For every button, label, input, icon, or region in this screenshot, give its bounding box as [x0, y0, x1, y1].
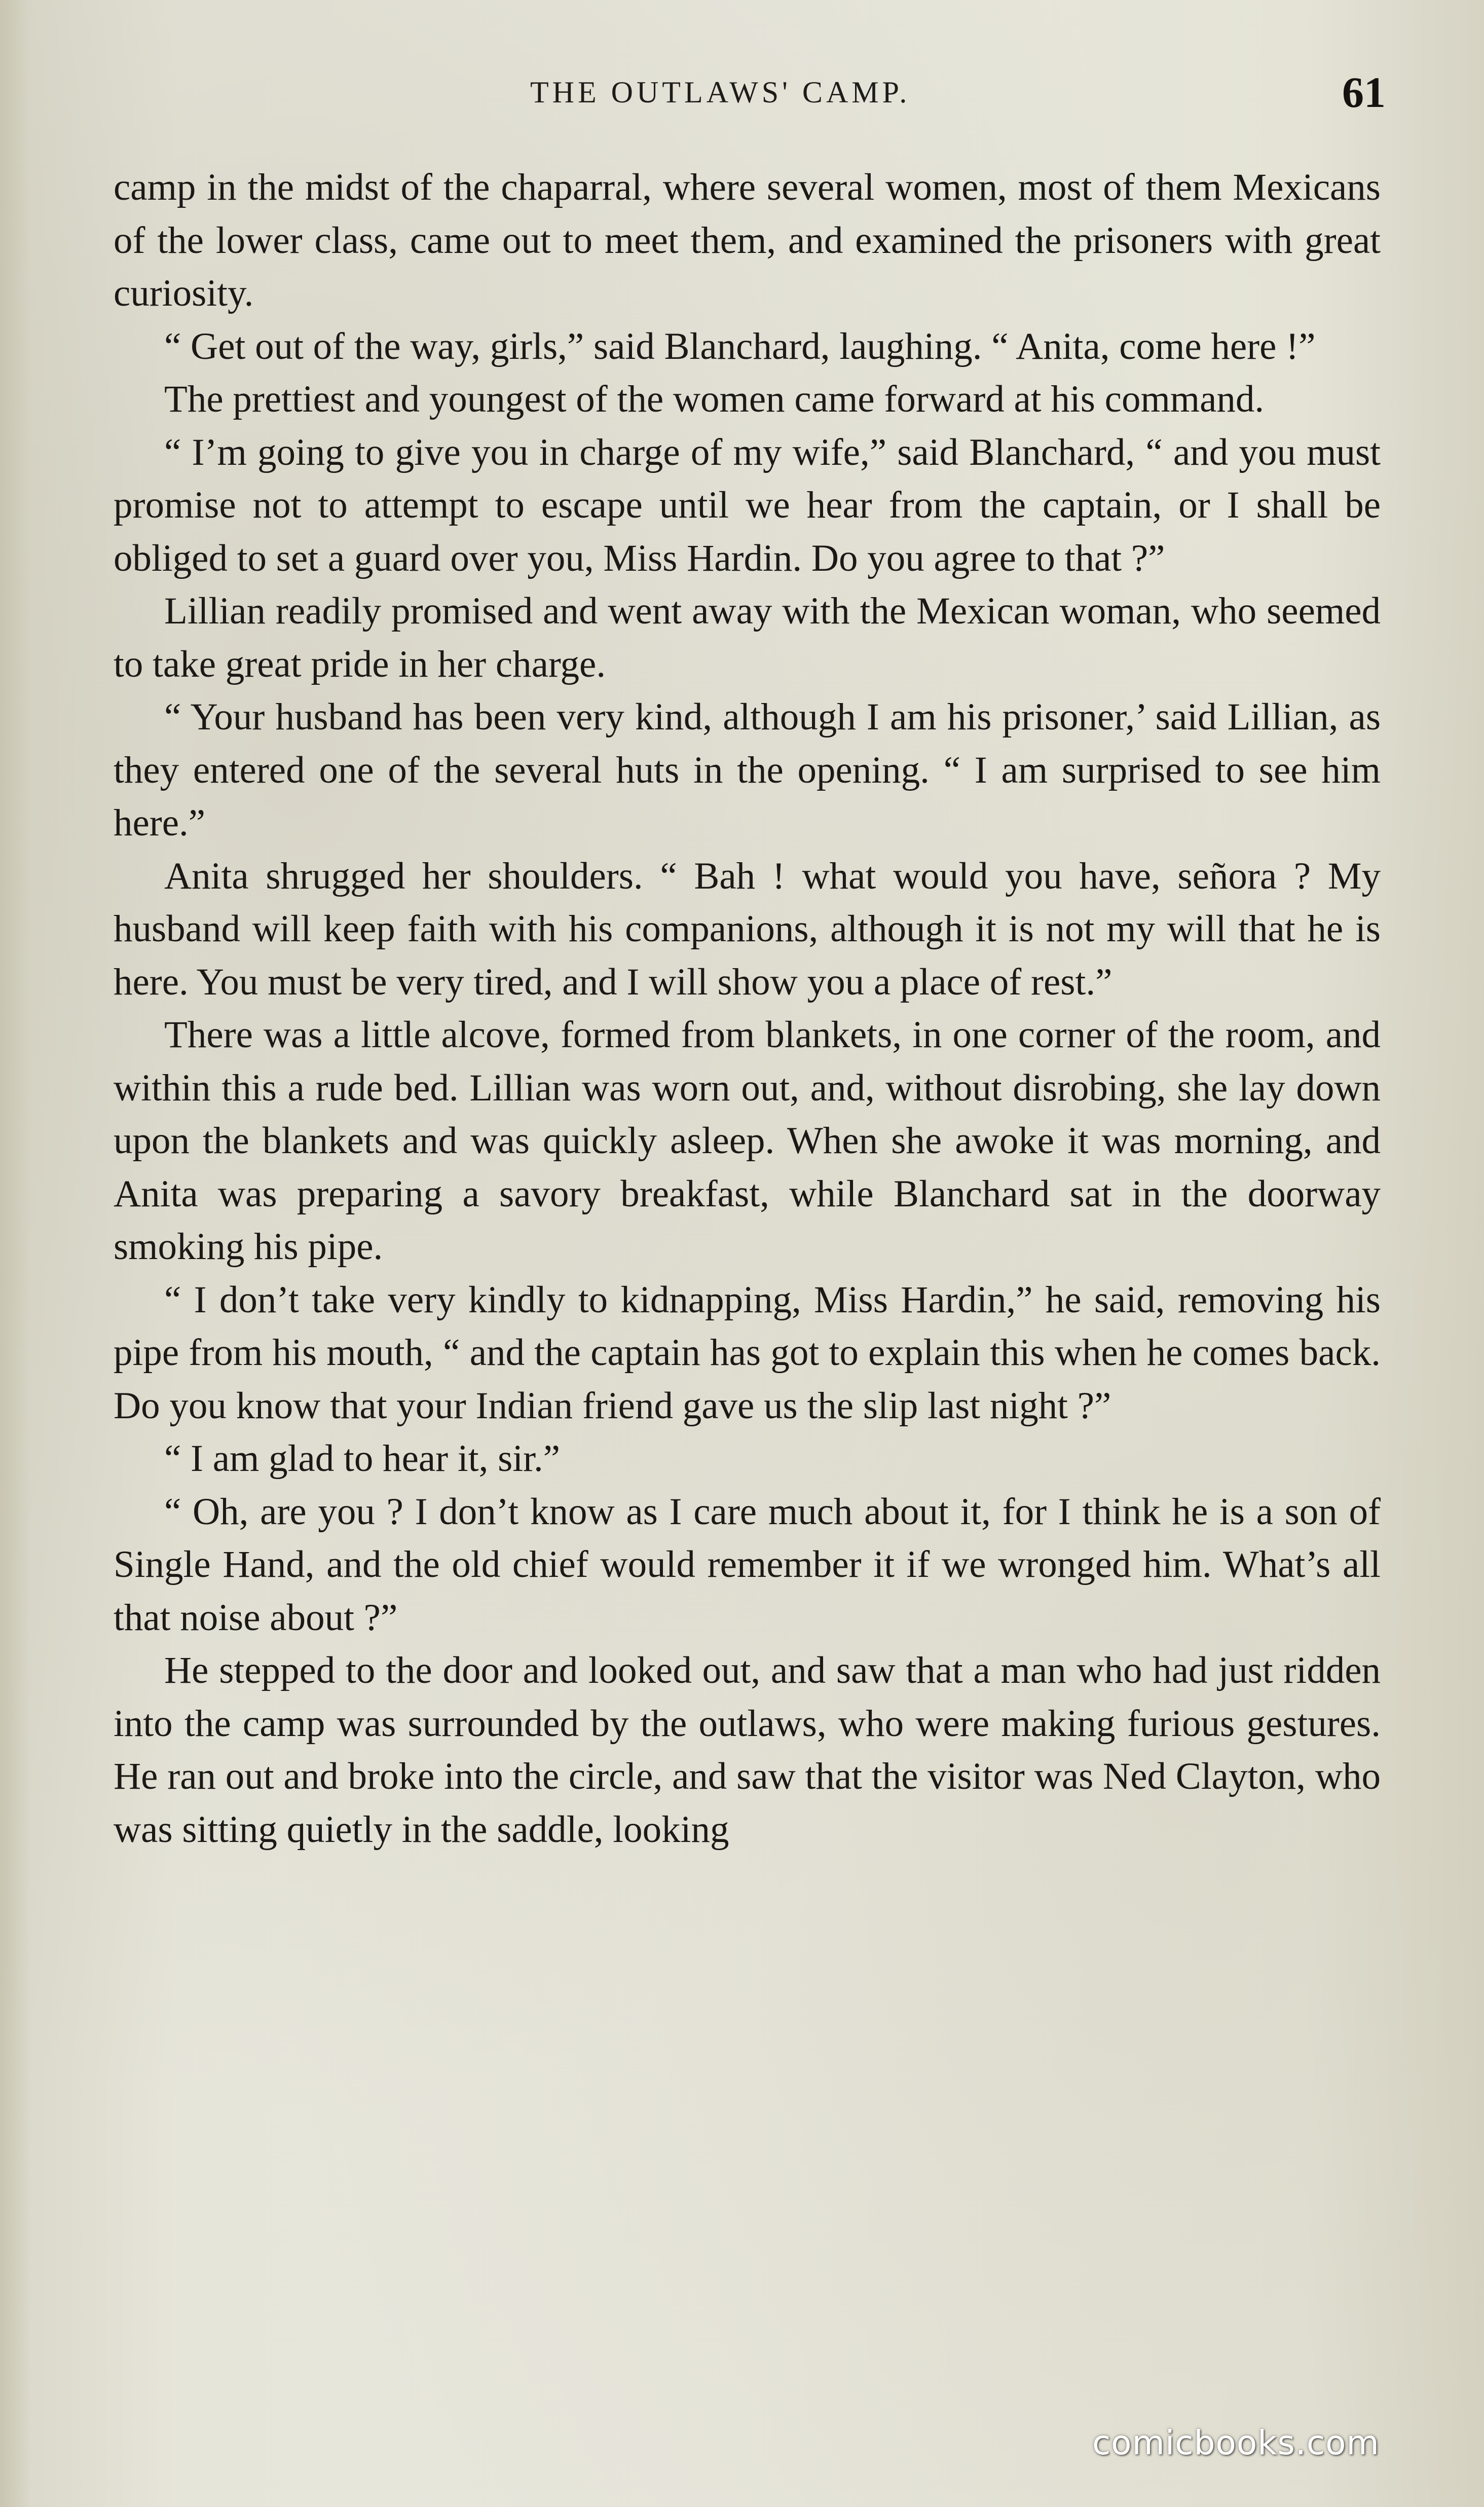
- paragraph: “ Your husband has been very kind, although I am his prisoner,’ said Lillian, as they entered one of the several huts in the opening. “ I am surprised to see him here.”: [114, 696, 1381, 844]
- page-edge-shadow: [0, 0, 30, 2507]
- paragraph: Anita shrugged her shoulders. “ Bah ! what would you have, señora ? My husband will keep faith with his companions, although it is not my will that he is here. You must be very tired, and I will show you a place of rest.”: [114, 855, 1381, 1003]
- paragraph: He stepped to the door and looked out, and saw that a man who had just ridden into the camp was surrounded by the outlaws, who were making furious gestures. He ran out and broke into the circle, and saw that the visitor was Ned Clayton, who was sitting quietly in the saddle, looking: [114, 1649, 1381, 1851]
- paragraph: There was a little alcove, formed from blankets, in one corner of the room, and within this a rude bed. Lillian was worn out, and, without disrobing, she lay down upon the blankets and was quickly asleep. When she awoke it was morning, and Anita was preparing a savory breakfast, while Blanchard sat in the doorway smoking his pipe.: [114, 1014, 1381, 1268]
- site-watermark: comicbooks.com: [1092, 2423, 1380, 2462]
- paragraph: “ Get out of the way, girls,” said Blanchard, laughing. “ Anita, come here !”: [164, 325, 1316, 367]
- paragraph: “ I’m going to give you in charge of my wife,” said Blanchard, “ and you must promise not to attempt to escape until we hear from the captain, or I shall be obliged to set a guard over you, Miss Hardin. Do you agree to that ?”: [114, 431, 1381, 579]
- page-number: 61: [1342, 68, 1386, 117]
- paragraph: The prettiest and youngest of the women came forward at his command.: [164, 378, 1265, 420]
- paragraph: “ I don’t take very kindly to kidnapping, Miss Hardin,” he said, removing his pipe from his mouth, “ and the captain has got to explain this when he comes back. Do you know that your Indian friend gave us the slip last night ?”: [114, 1278, 1381, 1427]
- paragraph: Lillian readily promised and went away with the Mexican woman, who seemed to take great pride in her charge.: [114, 590, 1381, 685]
- body-text: [114, 161, 1381, 1856]
- paragraph: “ Oh, are you ? I don’t know as I care much about it, for I think he is a son of Single Hand, and the old chief would remember it if we wronged him. What’s all that noise about ?”: [114, 1490, 1381, 1639]
- paragraph: “ I am glad to hear it, sir.”: [164, 1437, 560, 1480]
- running-head: [0, 67, 1484, 123]
- paragraph: camp in the midst of the chaparral, where several women, most of them Mexicans of the lower class, came out to meet them, and examined the prisoners with great curiosity.: [114, 166, 1381, 314]
- running-title: THE OUTLAWS' CAMP.: [530, 76, 911, 109]
